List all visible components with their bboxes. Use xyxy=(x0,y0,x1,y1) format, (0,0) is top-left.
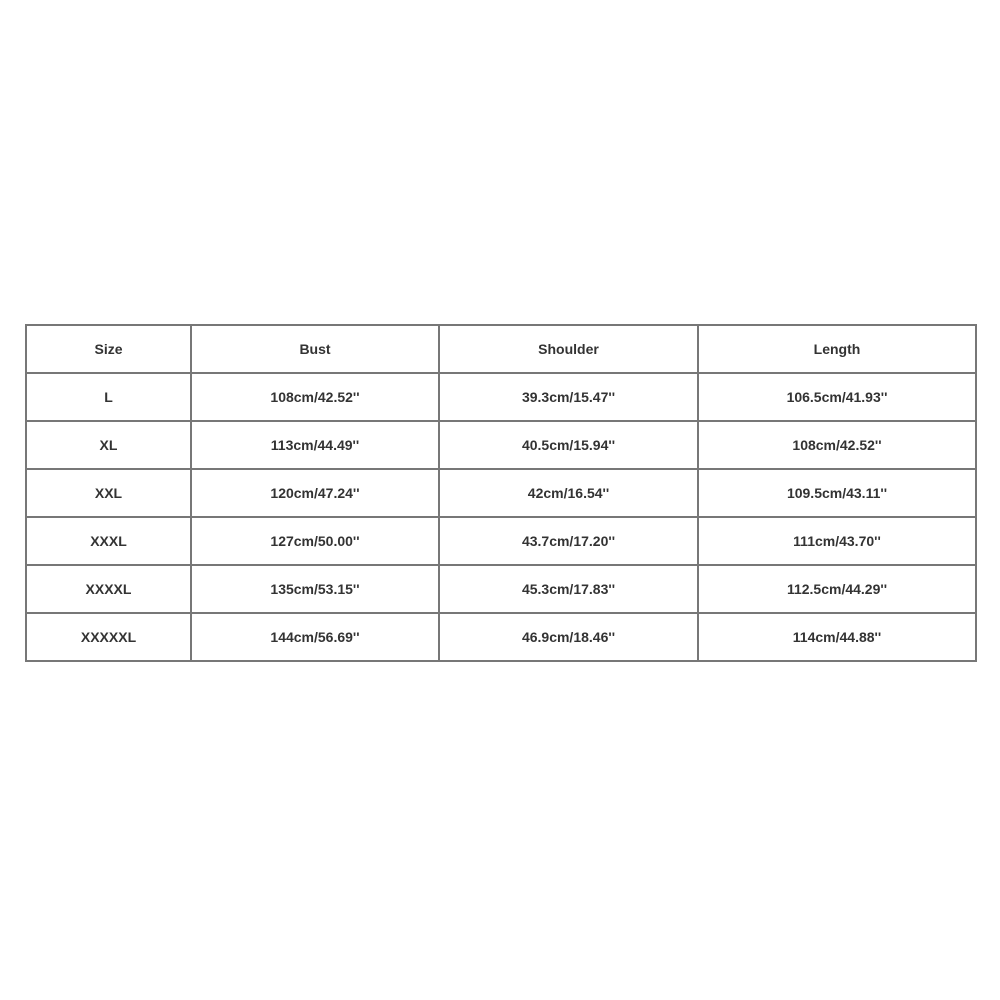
cell-size: L xyxy=(26,373,191,421)
header-size: Size xyxy=(26,325,191,373)
cell-shoulder: 42cm/16.54'' xyxy=(439,469,698,517)
cell-length: 109.5cm/43.11'' xyxy=(698,469,976,517)
cell-bust: 120cm/47.24'' xyxy=(191,469,439,517)
size-chart-table xyxy=(25,324,977,662)
cell-shoulder: 43.7cm/17.20'' xyxy=(439,517,698,565)
cell-bust: 135cm/53.15'' xyxy=(191,565,439,613)
table-row xyxy=(26,469,976,517)
cell-size: XL xyxy=(26,421,191,469)
cell-bust: 113cm/44.49'' xyxy=(191,421,439,469)
header-shoulder: Shoulder xyxy=(439,325,698,373)
cell-shoulder: 40.5cm/15.94'' xyxy=(439,421,698,469)
header-bust: Bust xyxy=(191,325,439,373)
table-row xyxy=(26,373,976,421)
header-length: Length xyxy=(698,325,976,373)
cell-bust: 144cm/56.69'' xyxy=(191,613,439,661)
cell-length: 111cm/43.70'' xyxy=(698,517,976,565)
table-row xyxy=(26,565,976,613)
cell-size: XXXXL xyxy=(26,565,191,613)
table-row xyxy=(26,517,976,565)
cell-bust: 108cm/42.52'' xyxy=(191,373,439,421)
cell-length: 108cm/42.52'' xyxy=(698,421,976,469)
cell-shoulder: 45.3cm/17.83'' xyxy=(439,565,698,613)
cell-shoulder: 39.3cm/15.47'' xyxy=(439,373,698,421)
table-row xyxy=(26,421,976,469)
cell-length: 106.5cm/41.93'' xyxy=(698,373,976,421)
cell-bust: 127cm/50.00'' xyxy=(191,517,439,565)
cell-size: XXL xyxy=(26,469,191,517)
cell-size: XXXL xyxy=(26,517,191,565)
table-row xyxy=(26,613,976,661)
cell-length: 114cm/44.88'' xyxy=(698,613,976,661)
cell-shoulder: 46.9cm/18.46'' xyxy=(439,613,698,661)
cell-length: 112.5cm/44.29'' xyxy=(698,565,976,613)
header-row xyxy=(26,325,976,373)
cell-size: XXXXXL xyxy=(26,613,191,661)
